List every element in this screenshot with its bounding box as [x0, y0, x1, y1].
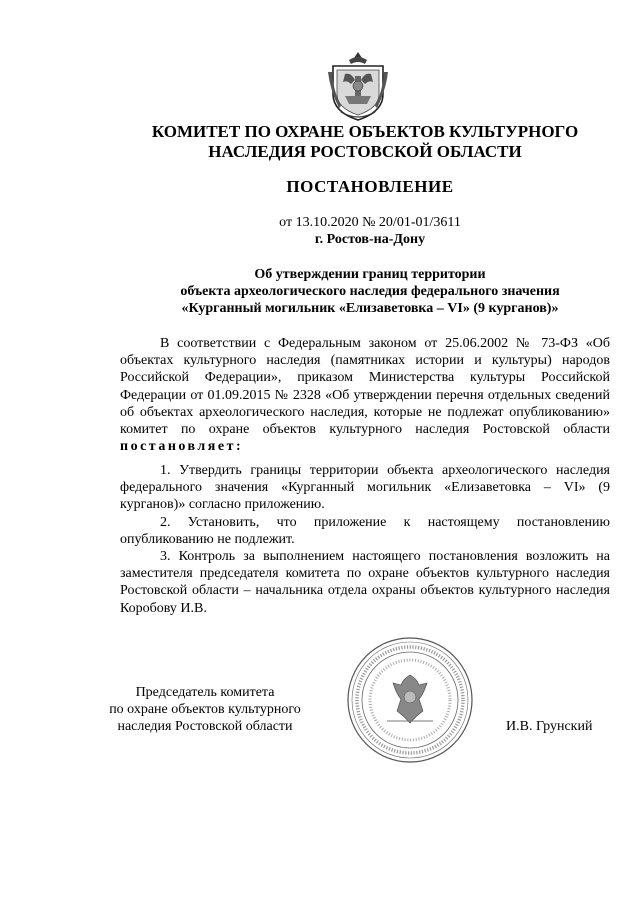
coat-of-arms-icon	[327, 50, 389, 122]
decree-item-text: 2. Установить, что приложение к настоящему постановлению опубликованию не подлежит.	[120, 514, 610, 547]
agency-line-1: КОМИТЕТ ПО ОХРАНЕ ОБЪЕКТОВ КУЛЬТУРНОГО	[151, 122, 579, 141]
date-number: от 13.10.2020 № 20/01-01/3611	[279, 215, 461, 230]
document-type: ПОСТАНОВЛЕНИЕ	[286, 177, 454, 196]
date-number-block	[120, 214, 620, 248]
decree-item-text: 1. Утвердить границы территории объекта археологического наследия федерального значения «Курганный могильник «Елизаветовка – VI» (9 курганов)» согласно приложению.	[120, 463, 610, 513]
preamble-text: В соответствии с Федеральным законом от 25.06.2002 № 73-ФЗ «Об объектах культурного наследия (памятниках истории и культуры) народов Российской Федерации», приказом Министерства культуры Российской Федерации от 01.09.2015 № 2328 «Об утверждении перечня отдельных сведений об объектах археологического наследия, которые не подлежат опубликованию» комитет по охране объектов культурного наследия Ростовской области	[120, 336, 610, 438]
decree-item	[120, 514, 610, 548]
subject-line-1: Об утверждении границ территории	[254, 267, 486, 282]
subject-line-2: объекта археологического наследия федерального значения	[180, 284, 560, 299]
decree-items	[120, 462, 610, 617]
decree-word: постановляет:	[120, 439, 244, 455]
subject-line-3: «Курганный могильник «Елизаветовка – VI» (9 курганов)»	[181, 301, 559, 316]
official-seal-icon	[345, 635, 475, 765]
signatory-line-2: по охране объектов культурного	[109, 702, 301, 717]
signatory-line-1: Председатель комитета	[135, 685, 275, 700]
decree-item	[120, 462, 610, 514]
agency-line-2: НАСЛЕДИЯ РОСТОВСКОЙ ОБЛАСТИ	[208, 142, 522, 161]
preamble-paragraph	[120, 335, 610, 455]
decree-item	[120, 548, 610, 617]
signer-name: И.В. Грунский	[506, 719, 593, 734]
decree-item-text: 3. Контроль за выполнением настоящего постановления возложить на заместителя председателя комитета по охране объектов культурного наследия Ростовской области – начальника отдела охраны объектов культурного наследия Коробову И.В.	[120, 549, 610, 616]
agency-name	[120, 122, 610, 162]
city: г. Ростов-на-Дону	[314, 232, 426, 247]
document-subject	[120, 266, 620, 317]
signatory-title	[100, 684, 310, 735]
signatory-line-3: наследия Ростовской области	[117, 719, 293, 734]
